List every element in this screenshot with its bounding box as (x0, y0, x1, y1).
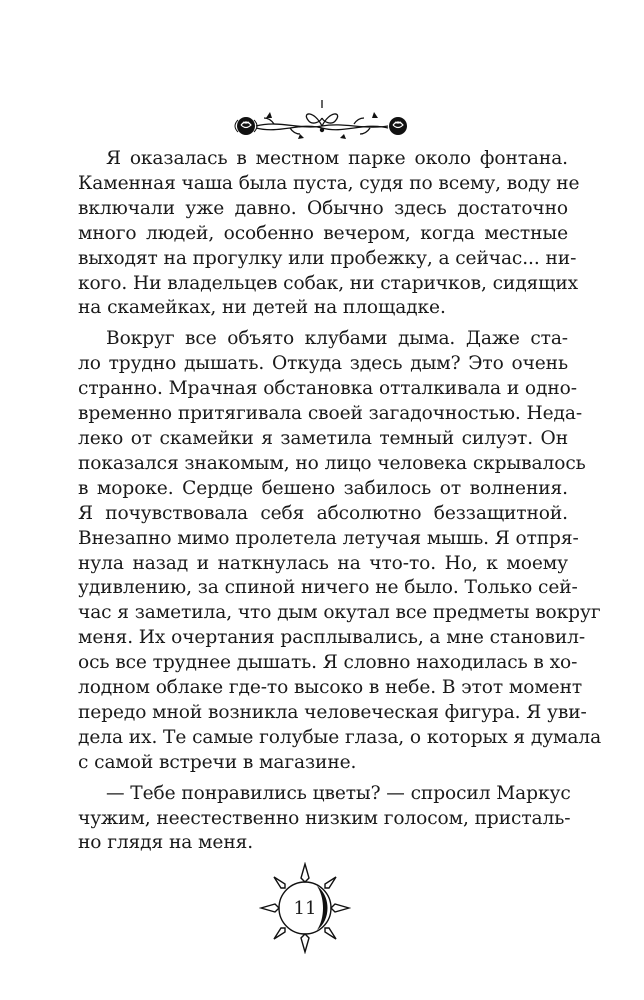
text-line: удивлению, за спиной ничего не было. Только сей- (78, 577, 578, 599)
text-line: Внезапно мимо пролетела летучая мышь. Я отпря- (78, 527, 579, 549)
text-line: Вокруг все объято клубами дыма. Даже ста- (106, 328, 568, 350)
text-line: меня. Их очертания расплывались, а мне становил- (78, 627, 586, 649)
page-number: 11 (293, 897, 317, 919)
text-line: в мороке. Сердце бешено забилось от волнения. (78, 477, 568, 499)
text-line: временно притягивала своей загадочностью. Неда- (78, 403, 583, 425)
text-line: Я почувствовала себя абсолютно беззащитной. (78, 502, 568, 524)
text-line: но глядя на меня. (78, 832, 254, 854)
text-line: чужим, неестественно низким голосом, присталь- (78, 807, 571, 829)
rose-vine-ornament-icon (230, 96, 414, 146)
text-line: ло трудно дышать. Откуда здесь дым? Это очень (78, 353, 568, 375)
text-line: ось все труднее дышать. Я словно находилась в хо- (78, 652, 578, 674)
text-line: Я оказалась в местном парке около фонтана. (106, 148, 568, 169)
text-line: показался знакомым, но лицо человека скрывалось (78, 452, 586, 474)
text-line: леко от скамейки я заметила темный силуэт. Он (78, 427, 568, 449)
text-line: Каменная чаша была пуста, судя по всему, воду не (78, 172, 580, 194)
text-line: нула назад и наткнулась на что-то. Но, к моему (78, 552, 568, 574)
text-line: дела их. Те самые голубые глаза, о которых я думала (78, 726, 602, 748)
text-line: час я заметила, что дым окутал все предметы вокруг (78, 602, 601, 624)
text-line: кого. Ни владельцев собак, ни старичков, сидящих (78, 272, 579, 294)
text-line: много людей, особенно вечером, когда местные (78, 222, 568, 244)
page-folio (259, 862, 351, 954)
text-line: странно. Мрачная обстановка отталкивала и одно- (78, 378, 577, 400)
text-line: передо мной возникла человеческая фигура. Я уви- (78, 701, 587, 723)
body-text (78, 147, 602, 856)
text-line: на скамейках, ни детей на площадке. (78, 297, 446, 319)
text-line: выходят на прогулку или пробежку, а сейчас... ни- (78, 247, 577, 269)
text-line: — Тебе понравились цветы? — спросил Маркус (106, 782, 571, 804)
text-line: лодном облаке где-то высоко в небе. В этот момент (78, 677, 583, 699)
text-line: включали уже давно. Обычно здесь достаточно (78, 197, 568, 219)
text-line: с самой встречи в магазине. (78, 751, 357, 773)
